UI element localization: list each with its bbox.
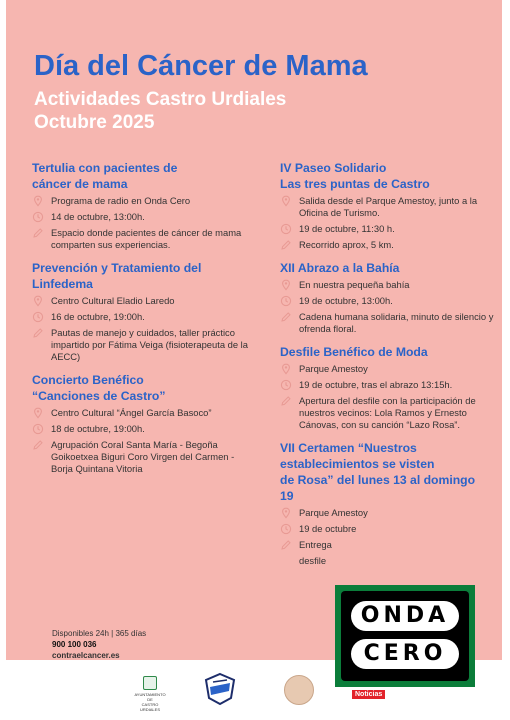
- pencil-icon: [280, 395, 292, 407]
- event-section: [32, 160, 254, 251]
- event-detail: [32, 327, 254, 363]
- event-title-line: de Rosa” del lunes 13 al domingo: [280, 473, 476, 487]
- event-detail-text: 19 de octubre: [299, 523, 357, 534]
- event-detail: [280, 523, 494, 535]
- subtitle-date: Octubre 2025: [34, 112, 155, 133]
- event-title-line: Las tres puntas de Castro: [280, 177, 430, 191]
- event-title-line: “Canciones de Castro”: [32, 389, 166, 403]
- clock-icon: [280, 379, 292, 391]
- onda-cero-logo: [335, 585, 475, 687]
- event-detail: [280, 295, 494, 307]
- location-pin-icon: [280, 507, 292, 519]
- event-detail-text: Cadena humana solidaria, minuto de silencio y ofrenda floral.: [299, 311, 494, 334]
- event-section: [32, 260, 254, 363]
- event-detail-text: Centro Cultural “Ángel García Basoco”: [51, 407, 212, 418]
- event-title: [32, 372, 254, 404]
- event-detail-text: Entrega: [299, 539, 332, 550]
- event-detail-text: Agrupación Coral Santa María - Begoña Goikoetxea Biguri Coro Virgen del Carmen - Borja Quintana Vitoria: [51, 439, 235, 474]
- event-section: [32, 372, 254, 475]
- location-pin-icon: [280, 363, 292, 375]
- event-detail: [280, 279, 494, 291]
- event-title-line: IV Paseo Solidario: [280, 161, 387, 175]
- pencil-icon: [280, 539, 292, 551]
- subtitle-location: Actividades Castro Urdiales: [34, 89, 287, 110]
- blank-icon: [280, 555, 292, 567]
- event-detail-text: 16 de octubre, 19:00h.: [51, 311, 145, 322]
- event-detail: [280, 507, 494, 519]
- event-detail: [32, 407, 254, 419]
- event-detail: [280, 395, 494, 431]
- clock-icon: [32, 423, 44, 435]
- event-title-line: Linfedema: [32, 277, 93, 291]
- location-pin-icon: [32, 295, 44, 307]
- pencil-icon: [32, 439, 44, 451]
- event-detail: [32, 195, 254, 207]
- event-title-line: 19: [280, 489, 294, 503]
- event-title-line: Tertulia con pacientes de: [32, 161, 178, 175]
- location-pin-icon: [280, 195, 292, 207]
- event-detail-text: Programa de radio en Onda Cero: [51, 195, 191, 206]
- clock-icon: [280, 295, 292, 307]
- round-emblem-icon: [284, 675, 314, 705]
- left-column: [32, 160, 254, 484]
- event-section: [280, 440, 494, 567]
- clock-icon: [280, 223, 292, 235]
- event-detail-text: 19 de octubre, 11:30 h.: [299, 223, 395, 234]
- event-detail-text: 14 de octubre, 13:00h.: [51, 211, 145, 222]
- location-pin-icon: [280, 279, 292, 291]
- event-detail-text: Centro Cultural Eladio Laredo: [51, 295, 175, 306]
- event-detail: [32, 295, 254, 307]
- event-title-line: Prevención y Tratamiento del: [32, 261, 202, 275]
- onda-cero-logo-inner: [341, 591, 469, 681]
- pencil-icon: [280, 311, 292, 323]
- footer-availability: Disponibles 24h | 365 días: [52, 629, 147, 638]
- event-detail: [280, 539, 494, 551]
- event-title-line: Concierto Benéfico: [32, 373, 144, 387]
- event-detail: [32, 211, 254, 223]
- event-detail-text: Salida desde el Parque Amestoy, junto a la Oficina de Turismo.: [299, 195, 478, 218]
- footer-url: contraelcancer.es: [52, 651, 120, 660]
- crest-icon: [143, 676, 157, 690]
- event-detail: [32, 311, 254, 323]
- event-detail: [280, 195, 494, 219]
- pencil-icon: [32, 327, 44, 339]
- poster: [6, 0, 502, 660]
- clock-icon: [32, 311, 44, 323]
- location-pin-icon: [32, 195, 44, 207]
- page-title: Día del Cáncer de Mama: [34, 50, 368, 82]
- event-detail-text: Apertura del desfile con la participación de nuestros vecinos: Lola Ramos y Ernesto Cánovas, con su canción “Lazo Rosa”.: [299, 395, 476, 430]
- event-detail-text: 19 de octubre, 13:00h.: [299, 295, 393, 306]
- event-title: [280, 344, 494, 360]
- event-detail-text: Espacio donde pacientes de cáncer de mama comparten sus experiencias.: [51, 227, 242, 250]
- event-detail: [32, 227, 254, 251]
- event-detail-text: Recorrido aprox, 5 km.: [299, 239, 394, 250]
- event-detail-text: 19 de octubre, tras el abrazo 13:15h.: [299, 379, 453, 390]
- event-title: [280, 160, 494, 192]
- event-title: [280, 260, 494, 276]
- location-pin-icon: [32, 407, 44, 419]
- event-detail-text: Parque Amestoy: [299, 507, 368, 518]
- event-detail: [280, 555, 494, 567]
- event-title: [32, 260, 254, 292]
- event-detail: [32, 439, 254, 475]
- event-title-line: XII Abrazo a la Bahía: [280, 261, 400, 275]
- page-subtitle: [34, 88, 286, 134]
- event-detail: [32, 423, 254, 435]
- event-detail-text: Pautas de manejo y cuidados, taller práctico impartido por Fátima Veiga (fisioterapeuta de la AECC): [51, 327, 248, 362]
- event-detail-text: desfile: [299, 555, 327, 566]
- event-title-line: establecimientos se visten: [280, 457, 435, 471]
- footer-contact: [52, 628, 146, 661]
- event-section: [280, 160, 494, 251]
- ayuntamiento-logo: [132, 676, 168, 712]
- event-detail: [280, 223, 494, 235]
- event-title: [32, 160, 254, 192]
- noticias-logo: Noticias: [352, 690, 385, 699]
- event-title-line: Desfile Benéfico de Moda: [280, 345, 428, 359]
- event-detail: [280, 239, 494, 251]
- clock-icon: [32, 211, 44, 223]
- ayto-line-1: AYUNTAMIENTO DE: [134, 692, 166, 702]
- ayto-line-2: CASTRO URDIALES: [139, 702, 160, 712]
- event-detail-text: 18 de octubre, 19:00h.: [51, 423, 145, 434]
- event-detail: [280, 379, 494, 391]
- cero-word: CERO: [351, 639, 459, 669]
- event-detail: [280, 363, 494, 375]
- event-title: [280, 440, 494, 504]
- pencil-icon: [280, 239, 292, 251]
- right-column: [280, 160, 494, 576]
- event-title-line: cáncer de mama: [32, 177, 128, 191]
- onda-word: ONDA: [351, 601, 459, 631]
- footer-phone: 900 100 036: [52, 640, 97, 649]
- event-title-line: VII Certamen “Nuestros: [280, 441, 417, 455]
- pencil-icon: [32, 227, 44, 239]
- shield-logo-icon: [203, 672, 237, 706]
- clock-icon: [280, 523, 292, 535]
- event-section: [280, 260, 494, 335]
- event-detail: [280, 311, 494, 335]
- event-detail-text: En nuestra pequeña bahía: [299, 279, 410, 290]
- event-section: [280, 344, 494, 431]
- event-detail-text: Parque Amestoy: [299, 363, 368, 374]
